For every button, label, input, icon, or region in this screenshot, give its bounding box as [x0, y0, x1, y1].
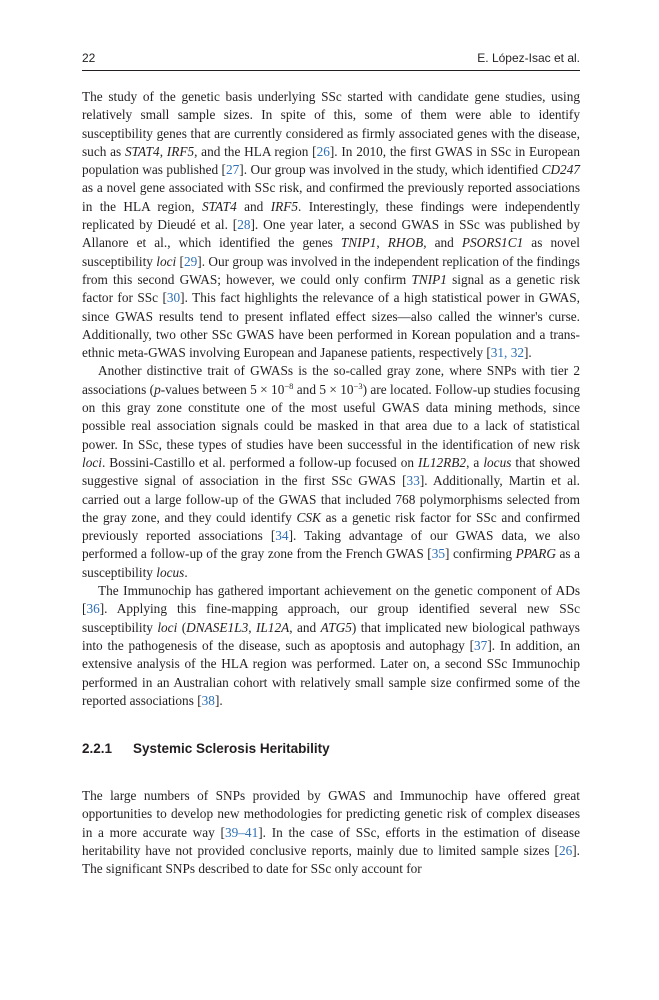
section-number: 2.2.1	[82, 741, 113, 756]
paragraph-3: The Immunochip has gathered important achievement on the genetic component of ADs [36]. Applying this fine-mapping approach, our group identified several new SSc susceptibility loci (DNASE1L3, IL12A, and ATG5) that implicated new biological pathways into the pathogenesis of the disease, such as apoptosis and autophagy [37]. In addition, an extensive analysis of the HLA region was performed. Later on, a second SSc Immunochip performed in an Australian cohort with relatively small sample size confirmed some of the reported associations [38].	[82, 583, 580, 708]
section-text	[82, 787, 580, 878]
running-head-authors: E. López-Isac et al.	[477, 51, 580, 65]
paragraph-1: The study of the genetic basis underlying SSc started with candidate gene studies, using relatively small sample sizes. In spite of this, some of them were able to identify susceptibility genes that are currently considered as firmly associated genes with the disease, such as STAT4, IRF5, and the HLA region [26]. In 2010, the first GWAS in SSc in European population was published [27]. Our group was involved in the study, which identified CD247 as a novel gene associated with SSc risk, and confirmed the previously reported associations in the HLA region, STAT4 and IRF5. Interestingly, these findings were independently replicated by Dieudé et al. [28]. One year later, a second GWAS in SSc was published by Allanore et al., which identified the genes TNIP1, RHOB, and PSORS1C1 as novel susceptibility loci [29]. Our group was involved in the independent replication of the findings from this second GWAS; however, we could only confirm TNIP1 signal as a genetic risk factor for SSc [30]. This fact highlights the relevance of a high statistical power in GWAS, since GWAS results tend to present inflated effect sizes—also called the winner's curse. Additionally, two other SSc GWAS have been performed in Korean population and a trans-ethnic meta-GWAS involving European and Japanese patients, respectively [31, 32].	[82, 89, 580, 361]
paragraph-2: Another distinctive trait of GWASs is the so-called gray zone, where SNPs with tier 2 associations (p-values between $5 \times 10^{-8}$ and $5 \times 10^{-3}$) are located. Follow-up studies focusing on this gray zone constitute one of the most useful GWAS data mining methods, since possible real association signals could be masked in that area due to a lack of statistical power. In SSc, these types of studies have been successful in the identification of new risk loci. Bossini-Castillo et al. performed a follow-up focused on IL12RB2, a locus that showed suggestive signal of association in the first SSc GWAS [33]. Additionally, Martin et al. carried out a large follow-up of the GWAS that included 768 polymorphisms selected from the gray zone, and they could identify CSK as a genetic risk factor for SSc and confirmed previously reported associations [34]. Taking advantage of our GWAS data, we also performed a follow-up of the gray zone from the French GWAS [35] confirming PPARG as a susceptibility locus.	[82, 363, 581, 580]
section-paragraph: The large numbers of SNPs provided by GWAS and Immunochip have offered great opportunities to develop new methodologies for predicting genetic risk of complex diseases in a more accurate way [39–41]. In the case of SSc, efforts in the estimation of disease heritability have not provided conclusive reports, mainly due to limited sample sizes [26]. The significant SNPs described to date for SSc only account for	[82, 788, 580, 877]
page-number: 22	[82, 51, 96, 65]
section-heading	[82, 741, 580, 756]
section-title: Systemic Sclerosis Heritability	[133, 741, 330, 756]
main-text	[82, 88, 580, 710]
header-rule	[82, 70, 580, 71]
